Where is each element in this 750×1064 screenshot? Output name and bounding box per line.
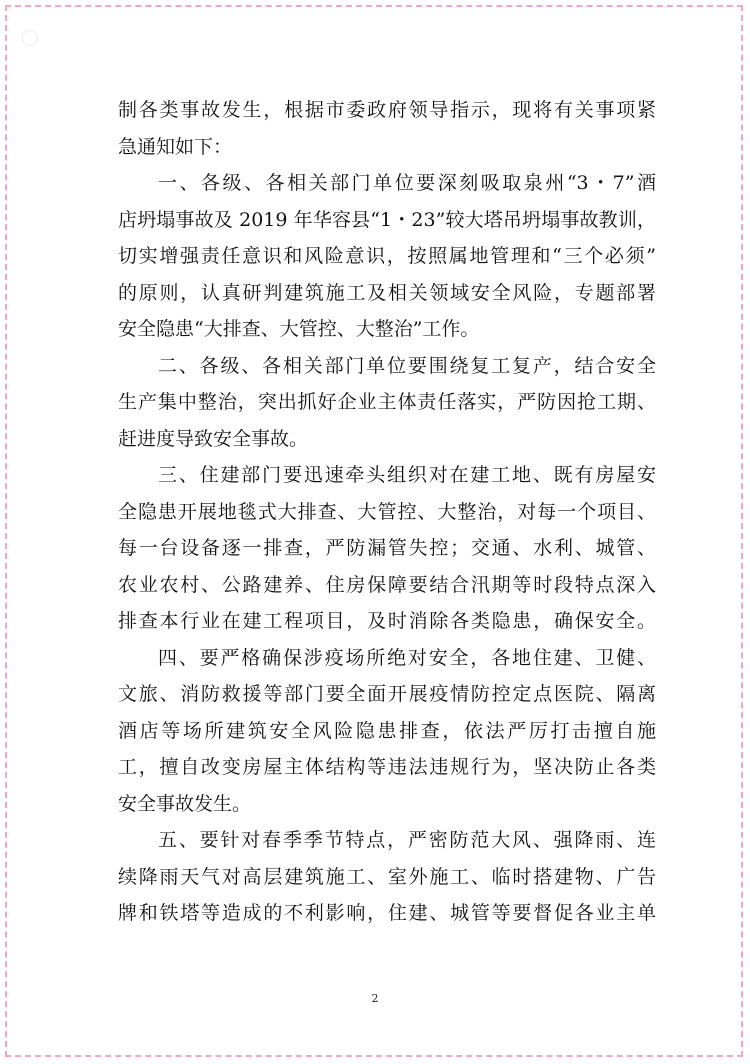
text-line: 农业农村、公路建养、住房保障要结合汛期等时段特点深入 — [118, 573, 656, 596]
text-line: 全隐患开展地毯式大排查、大管控、大整治，对每一个项目、 — [118, 500, 656, 523]
text-line: 安全隐患“大排查、大管控、大整治”工作。 — [118, 318, 480, 340]
text-line: 二、各级、各相关部门单位要围绕复工复产，结合安全 — [158, 354, 656, 377]
text-line: 每一台设备逐一排查，严防漏管失控；交通、水利、城管、 — [118, 537, 656, 559]
page-number: 2 — [371, 992, 379, 1005]
text-line: 店坍塌事故及 2019 年华容县“1・23”较大塔吊坍塌事故教训， — [118, 208, 656, 231]
text-line: 续降雨天气对高层建筑施工、室外施工、临时搭建物、广告 — [118, 865, 656, 888]
text-line: 安全事故发生。 — [118, 792, 252, 815]
text-line: 四、要严格确保涉疫场所绝对安全，各地住建、卫健、 — [158, 646, 656, 669]
text-line: 酒店等场所建筑安全风险隐患排查，依法严厉打击擅自施 — [118, 719, 656, 742]
text-line: 五、要针对春季季节特点，严密防范大风、强降雨、连 — [158, 829, 656, 851]
corner-mark — [22, 30, 38, 46]
text-line: 生产集中整治，突出抓好企业主体责任落实，严防因抢工期、 — [118, 391, 656, 413]
text-line: 赶进度导致安全事故。 — [118, 427, 309, 450]
text-line: 三、住建部门要迅速牵头组织对在建工地、既有房屋安 — [158, 464, 656, 486]
text-line: 制各类事故发生，根据市委政府领导指示，现将有关事项紧 — [118, 99, 656, 121]
text-line: 工，擅自改变房屋主体结构等违法违规行为，坚决防止各类 — [118, 756, 656, 778]
document-body — [118, 92, 656, 932]
text-line: 急通知如下： — [118, 135, 233, 158]
text-line: 牌和铁塔等造成的不利影响，住建、城管等要督促各业主单 — [118, 902, 656, 924]
text-line: 切实增强责任意识和风险意识，按照属地管理和“三个必须” — [118, 245, 656, 267]
text-line: 文旅、消防救援等部门要全面开展疫情防控定点医院、隔离 — [118, 683, 656, 705]
text-line: 排查本行业在建工程项目，及时消除各类隐患，确保安全。 — [118, 610, 656, 632]
text-line: 的原则，认真研判建筑施工及相关领域安全风险，专题部署 — [118, 281, 656, 304]
text-line: 一、各级、各相关部门单位要深刻吸取泉州“3・7”酒 — [158, 172, 656, 194]
